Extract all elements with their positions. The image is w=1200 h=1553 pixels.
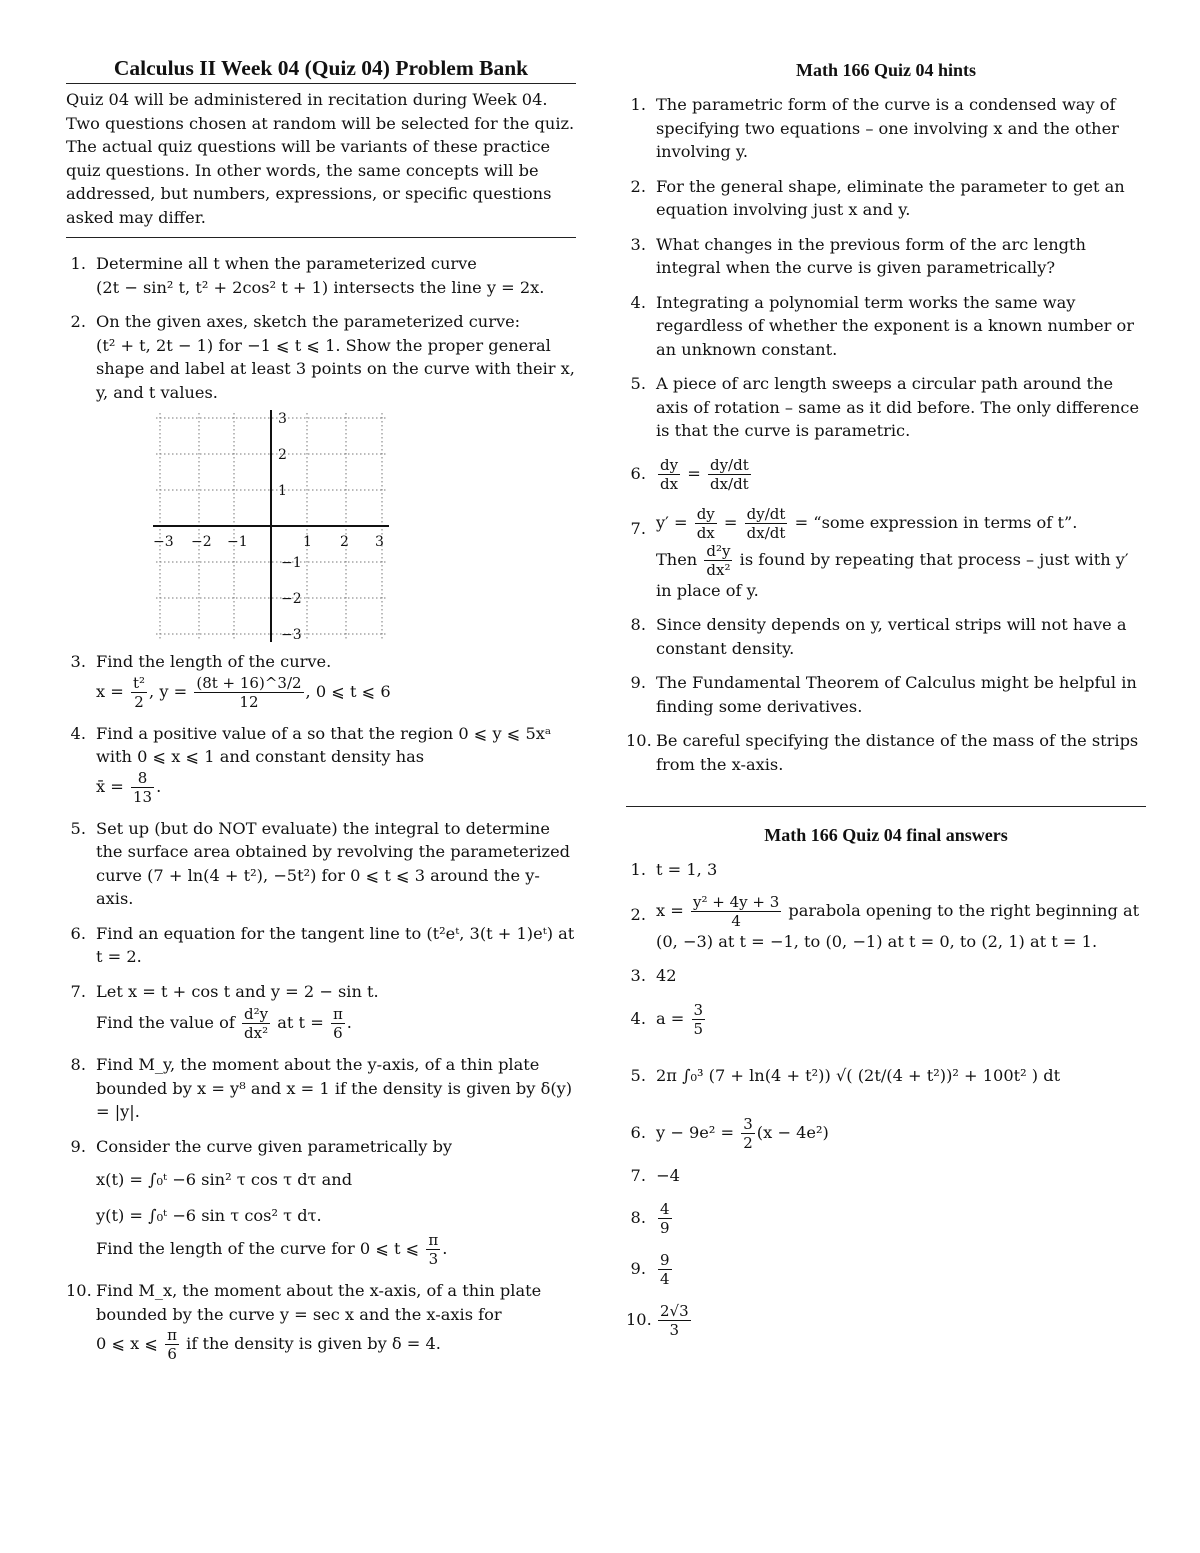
intro-paragraph: Quiz 04 will be administered in recitation during Week 04. Two questions chosen at random will be selected for the quiz. The actual quiz questions will be variants of these practice quiz questions. In other words, the same concepts will be addressed, but numbers, expressions, or specific questions asked may differ. bbox=[66, 90, 575, 227]
y-tick-label: 1 bbox=[278, 483, 287, 499]
y-tick-label: −3 bbox=[281, 627, 302, 643]
answer-6: 6. y − 9e² = $\frac{3}{2}$ (x − 4e²) bbox=[630, 1114, 829, 1152]
page-title: Calculus II Week 04 (Quiz 04) Problem Bank bbox=[113, 56, 529, 80]
problem-10: 10. Find M_x, the moment about the x-axis, of a thin plate bounded by the curve y = sec x and the x-axis for 0 ⩽ x ⩽ $\frac{\pi}{6}$ if the density is given by δ = 4. bbox=[66, 1281, 542, 1363]
answer-4: 4. a = $\frac{3}{5}$ bbox=[630, 1000, 704, 1038]
answer-10: 10. $\frac{2√3}{3}$ bbox=[626, 1302, 689, 1339]
y-tick-label: −2 bbox=[281, 591, 302, 607]
x-tick-label: 2 bbox=[340, 534, 349, 550]
hints-answers-column bbox=[626, 56, 1146, 1351]
y-tick-label: 2 bbox=[278, 447, 287, 463]
answer-9: 9. $\frac{9}{4}$ bbox=[630, 1251, 670, 1288]
problem-1: 1. Determine all t when the parameterized curve (2t − sin² t, t² + 2cos² t + 1) intersects the line y = 2x. bbox=[70, 254, 545, 297]
problem-6: 6. Find an equation for the tangent line to (t²eᵗ, 3(t + 1)eᵗ) at t = 2. bbox=[70, 923, 575, 966]
hint-4: 4. Integrating a polynomial term works the same way regardless of whether the exponent is a known number or an unknown constant. bbox=[630, 292, 1134, 359]
hint-10: 10. Be careful specifying the distance of the mass of the strips from the x-axis. bbox=[626, 731, 1139, 774]
x-tick-label: 1 bbox=[303, 534, 312, 550]
x-tick-label: −1 bbox=[227, 534, 248, 550]
intro-divider bbox=[66, 237, 576, 238]
problem-8: 8. Find M_y, the moment about the y-axis, of a thin plate bounded by x = y⁸ and x = 1 if the density is given by δ(y) = |y|. bbox=[70, 1055, 573, 1121]
answer-8: 8. $\frac{4}{9}$ bbox=[630, 1200, 670, 1237]
hints-title: Math 166 Quiz 04 hints bbox=[795, 60, 977, 80]
answer-7: 7. −4 bbox=[630, 1165, 680, 1185]
hint-8: 8. Since density depends on y, vertical strips will not have a constant density. bbox=[630, 615, 1127, 658]
title-divider bbox=[66, 83, 576, 84]
problem-5: 5. Set up (but do NOT evaluate) the integral to determine the surface area obtained by revolving the parameterized curve (7 + ln(4 + t²), −5t²) for 0 ⩽ t ⩽ 3 around the y-axis. bbox=[70, 818, 571, 908]
hint-7: 7. y′ = $\frac{dy}{dx}$ = $\frac{dy/dt}{dx/dt}$ = “some expression in terms of t”. Then $\frac{\text{d²y}}{\text{dx²}}$ is found by repeating that process – just with y′ in place of y. bbox=[630, 504, 1129, 600]
hint-1: 1. The parametric form of the curve is a condensed way of specifying two equations – one involving x and the other involving y. bbox=[630, 95, 1119, 161]
x-tick-label: −3 bbox=[153, 534, 174, 550]
problem-list bbox=[66, 252, 576, 1363]
section-divider bbox=[626, 806, 1146, 807]
x-tick-label: −2 bbox=[191, 534, 212, 550]
y-tick-label: 3 bbox=[278, 411, 287, 427]
hints-list bbox=[626, 93, 1146, 776]
hint-3: 3. What changes in the previous form of the arc length integral when the curve is given parametrically? bbox=[630, 234, 1086, 277]
problem-3: 3. Find the length of the curve. x = $\frac{\text{t²}}{2}$ , y = $\frac{(8t + 16)\^{}3/2}{12}$ , 0 ⩽ t ⩽ 6 bbox=[70, 652, 391, 711]
sketch-axes-graph[interactable] bbox=[151, 408, 391, 644]
answers-list bbox=[626, 858, 1146, 1340]
problem-bank-column bbox=[66, 56, 576, 1374]
answer-2: 2. x = $\frac{\text{y² + 4y + 3}}{4}$ parabola opening to the right beginning at (0, −3) at t = −1, to (0, −1) at t = 0, to (2, 1) at t = 1. bbox=[630, 892, 1140, 951]
answer-1: 1. t = 1, 3 bbox=[630, 860, 718, 879]
x-tick-label: 3 bbox=[375, 534, 384, 550]
answers-title: Math 166 Quiz 04 final answers bbox=[764, 825, 1008, 845]
hint-6: 6. $\frac{dy}{dx}$ = $\frac{dy/dt}{dx/dt}$ bbox=[630, 455, 749, 493]
y-tick-label: −1 bbox=[281, 555, 302, 571]
hint-5: 5. A piece of arc length sweeps a circular path around the axis of rotation – same as it did before. The only difference is that the curve is parametric. bbox=[630, 374, 1140, 440]
problem-4: 4. Find a positive value of a so that the region 0 ⩽ y ⩽ 5xᵃ with 0 ⩽ x ⩽ 1 and constant density has x̄ = $\frac{8}{13}$ . bbox=[70, 723, 552, 806]
hint-2: 2. For the general shape, eliminate the parameter to get an equation involving just x and y. bbox=[630, 176, 1125, 219]
problem-7: 7. Let x = t + cos t and y = 2 − sin t. Find the value of $\frac{\text{d²y}}{\text{dx²}}$ at t = $\frac{\pi}{6}$ . bbox=[70, 981, 379, 1042]
answer-3: 3. 42 bbox=[630, 966, 677, 985]
problem-9: 9. Consider the curve given parametrically by x(t) = ∫₀ᵗ −6 sin² τ cos τ dτ and y(t) = ∫₀ᵗ −6 sin τ cos² τ dτ. Find the length of the curve for 0 ⩽ t ⩽ $\frac{\pi}{3}$ . bbox=[70, 1136, 453, 1268]
answer-5: 5. 2π ∫₀³ (7 + ln(4 + t²)) √( (2t/(4 + t²))² + 100t² ) dt bbox=[630, 1065, 1061, 1085]
problem-2: 2. On the given axes, sketch the parameterized curve: (t² + t, 2t − 1) for −1 ⩽ t ⩽ 1. Show the proper general shape and label at least 3 points on the curve with their x, y, and t values. −3 −2 −1 1 2 3 3 2 1 −1 −2 −3 bbox=[70, 312, 575, 643]
hint-9: 9. The Fundamental Theorem of Calculus might be helpful in finding some derivatives. bbox=[630, 673, 1137, 716]
